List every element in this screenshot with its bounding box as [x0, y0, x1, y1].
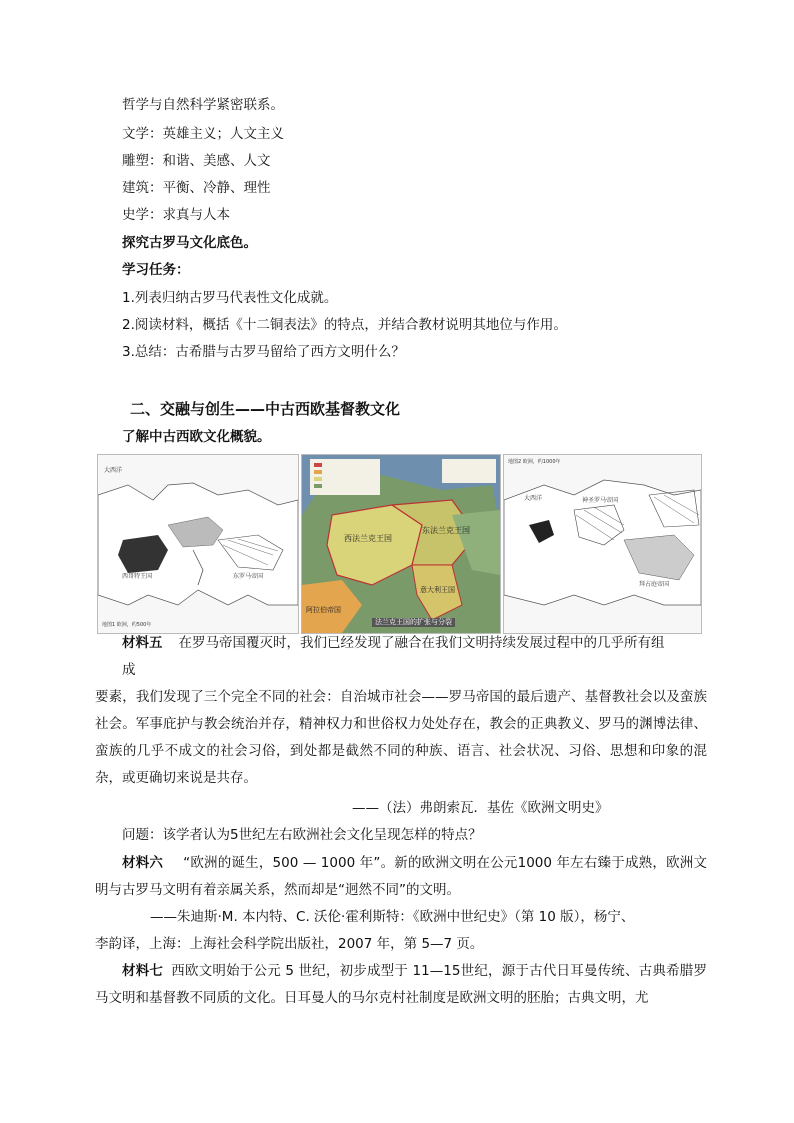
- map-caption: 法兰克王国的扩张与分裂: [372, 618, 455, 627]
- intro-line: 文学：英雄主义；人文主义: [122, 126, 284, 142]
- section-title: 二、交融与创生——中古西欧基督教文化: [130, 400, 401, 418]
- material7-body: 西欧文明始于公元 5 世纪，初步成型于 11—15世纪，源于古代日耳曼传统、古典希腊罗马文明和基督教不同质的文化。日耳曼人的马尔克村社制度是欧洲文明的胚胎；古典文明，尤: [95, 963, 708, 1006]
- task-item: 1.列表归纳古罗马代表性文化成就。: [122, 290, 338, 306]
- map-label: 西哥特王国: [122, 573, 153, 580]
- map-europe-1000-graphic: [504, 455, 701, 633]
- material5-wrap: 成: [122, 662, 136, 678]
- material5-label: 材料五: [122, 635, 163, 651]
- intro-line: 史学：求真与人本: [122, 207, 230, 223]
- intro-line: 雕塑：和谐、美感、人文: [122, 153, 271, 169]
- map-label: 东法兰克王国: [422, 526, 470, 535]
- map-label: 拜占庭帝国: [639, 581, 670, 588]
- material5-first-text: 在罗马帝国覆灭时，我们已经发现了融合在我们文明持续发展过程中的几乎所有组: [178, 635, 665, 651]
- material6-source-line2: 李韵译，上海：上海社会科学院出版社，2007 年，第 5—7 页。: [95, 936, 484, 952]
- material6-label: 材料六: [122, 855, 164, 871]
- task-item: 2.阅读材料，概括《十二铜表法》的特点，并结合教材说明其地位与作用。: [122, 317, 567, 333]
- material7-label: 材料七: [122, 963, 164, 979]
- explore-heading: 探究古罗马文化底色。: [122, 235, 257, 251]
- intro-line: 哲学与自然科学紧密联系。: [122, 97, 284, 113]
- map-label: 意大利王国: [420, 586, 455, 594]
- material6-source-line1: ——朱迪斯·M. 本内特、C. 沃伦·霍利斯特：《欧洲中世纪史》（第 10 版），杨宁、: [150, 909, 635, 925]
- overview-heading: 了解中古西欧文化概貌。: [122, 429, 271, 445]
- map-label: 神圣罗马帝国: [582, 497, 619, 504]
- material6-text: [95, 850, 707, 904]
- map-europe-1000: [503, 454, 702, 634]
- map-europe-500: [97, 454, 299, 634]
- material5-source: ——（法）弗朗索瓦．基佐《欧洲文明史》: [352, 800, 609, 816]
- map-europe-500-graphic: [98, 455, 298, 633]
- map-label: 大西洋: [104, 467, 123, 474]
- intro-line: 建筑：平衡、冷静、理性: [122, 180, 271, 196]
- map-label: 西法兰克王国: [344, 534, 392, 543]
- task-heading: 学习任务：: [122, 262, 190, 278]
- map-label: 大西洋: [524, 495, 543, 502]
- material6-body: “欧洲的诞生，500 — 1000 年”。新的欧洲文明在公元1000 年左右臻于成熟，欧洲文明与古罗马文明有着亲属关系，然而却是“迥然不同”的文明。: [95, 855, 708, 898]
- map-label: 东罗马帝国: [233, 573, 264, 580]
- map-label: 阿拉伯帝国: [306, 606, 341, 614]
- task-item: 3.总结：古希腊与古罗马留给了西方文明什么？: [122, 344, 405, 360]
- material7-text: [95, 958, 707, 1012]
- material5-first-line: [122, 630, 722, 657]
- map-caption: 地图2 欧洲，约1000年: [508, 459, 561, 465]
- map-caption: 地图1 欧洲，约500年: [102, 622, 152, 628]
- map-frankish-kingdom: [301, 454, 501, 634]
- material5-body: 要素，我们发现了三个完全不同的社会：自治城市社会——罗马帝国的最后遗产、基督教社会以及蛮族社会。军事庇护与教会统治并存，精神权力和世俗权力处处存在，教会的正典教义、罗马的渊博法律、蛮族的几乎不成文的社会习俗，到处都是截然不同的种族、语言、社会状况、习俗、思想和印象的混杂，或更确切来说是共存。: [95, 689, 707, 786]
- material5-question: 问题：该学者认为5世纪左右欧洲社会文化呈现怎样的特点？: [122, 827, 482, 843]
